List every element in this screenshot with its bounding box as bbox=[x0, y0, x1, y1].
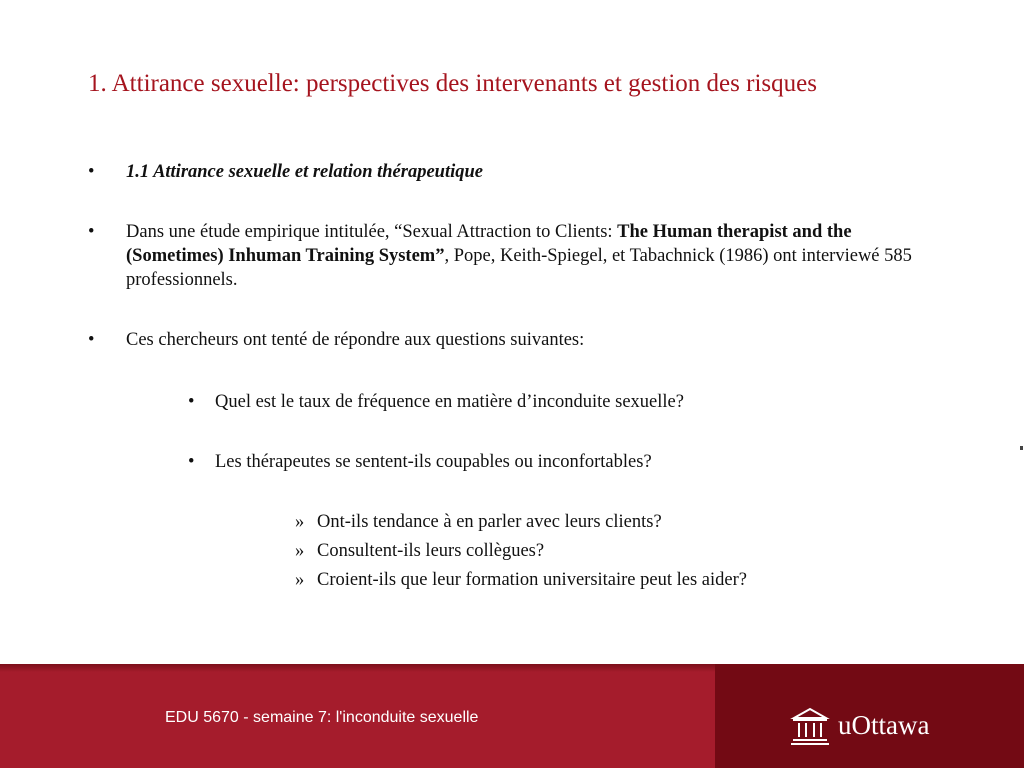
bullet-marker: • bbox=[88, 222, 95, 242]
bullet-item bbox=[88, 160, 928, 184]
subbullet-item bbox=[188, 450, 948, 474]
uottawa-logo bbox=[790, 704, 929, 746]
bullet-marker: • bbox=[188, 452, 195, 472]
bullet-text: Ces chercheurs ont tenté de répondre aux questions suivantes: bbox=[126, 330, 585, 350]
subbullet-text: Quel est le taux de fréquence en matière d’inconduite sexuelle? bbox=[215, 392, 684, 412]
subsubbullet-text: Croient-ils que leur formation universitaire peut les aider? bbox=[317, 570, 747, 590]
study-authors-text: , Pope, Keith-Spiegel, et Tabachnick (1986) ont interviewé 585 professionnels. bbox=[126, 246, 912, 290]
bullet-marker: » bbox=[295, 541, 305, 561]
stray-mark bbox=[1020, 446, 1023, 450]
bullet-marker: » bbox=[295, 512, 305, 532]
university-building-icon bbox=[790, 704, 830, 746]
subsubbullet-item bbox=[295, 539, 935, 563]
bullet-marker: » bbox=[295, 570, 305, 590]
study-title-bold: The Human therapist and the (Sometimes) Inhuman Training System” bbox=[126, 222, 852, 266]
footer-course-text: EDU 5670 - semaine 7: l'inconduite sexuelle bbox=[165, 709, 479, 726]
bullet-item bbox=[88, 328, 928, 352]
footer-bar bbox=[0, 664, 1024, 768]
study-intro-text: Dans une étude empirique intitulée, “Sexual Attraction to Clients: bbox=[126, 222, 618, 242]
subsubbullet-item bbox=[295, 510, 935, 534]
bullet-marker: • bbox=[188, 392, 195, 412]
bullet-item bbox=[88, 220, 928, 292]
logo-wordmark: uOttawa bbox=[838, 709, 930, 740]
bullet-marker: • bbox=[88, 162, 95, 182]
subbullet-item bbox=[188, 390, 948, 414]
subsubbullet-text: Consultent-ils leurs collègues? bbox=[317, 541, 545, 561]
section-subheading: 1.1 Attirance sexuelle et relation thérapeutique bbox=[126, 162, 483, 182]
subsubbullet-item bbox=[295, 568, 935, 592]
subbullet-text: Les thérapeutes se sentent-ils coupables ou inconfortables? bbox=[215, 452, 652, 472]
bullet-marker: • bbox=[88, 330, 95, 350]
bullet-text bbox=[126, 220, 928, 292]
slide-title: 1. Attirance sexuelle: perspectives des intervenants et gestion des risques bbox=[88, 70, 817, 97]
subsubbullet-text: Ont-ils tendance à en parler avec leurs clients? bbox=[317, 512, 662, 532]
